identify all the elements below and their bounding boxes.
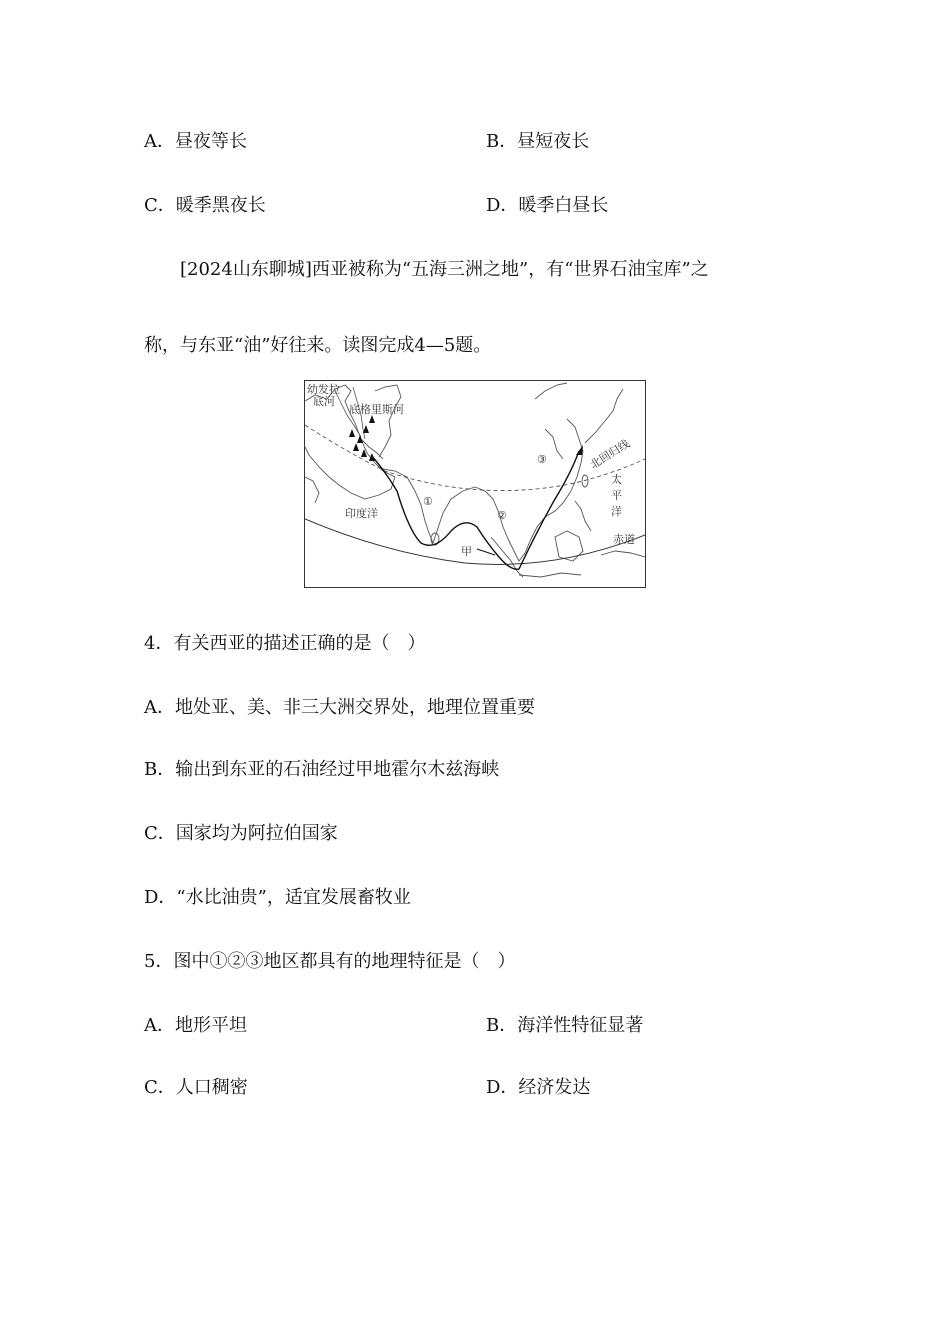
q3-option-b: B．昼短夜长 xyxy=(486,131,590,152)
route-arrowhead xyxy=(576,445,583,455)
euphrates-label: 幼发拉 xyxy=(307,383,340,396)
pacific-label-3: 洋 xyxy=(611,505,622,518)
equator-label: 赤道 xyxy=(613,533,635,546)
q3-option-c: C．暖季黑夜长 xyxy=(144,195,266,216)
q4-stem: 4．有关西亚的描述正确的是（ ） xyxy=(144,633,426,654)
region-3-label: ③ xyxy=(537,453,547,466)
jia-label: 甲 xyxy=(461,545,472,558)
pacific-label-2: 平 xyxy=(611,489,622,502)
region-2-label: ② xyxy=(497,509,507,522)
region-1-label: ① xyxy=(423,495,433,508)
oil-marker-icon xyxy=(349,429,355,437)
intro-line-1: [2024山东聊城]西亚被称为“五海三洲之地”，有“世界石油宝库”之 xyxy=(180,259,709,280)
q3-option-d: D．暖季白昼长 xyxy=(486,195,609,216)
q5-option-a: A．地形平坦 xyxy=(144,1015,247,1036)
q5-option-c: C．人口稠密 xyxy=(144,1077,248,1098)
tigris-label: 底格里斯河 xyxy=(349,403,404,416)
q3-option-a: A．昼夜等长 xyxy=(144,131,247,152)
q5-stem: 5．图中①②③地区都具有的地理特征是（ ） xyxy=(144,951,516,972)
q4-option-a: A．地处亚、美、非三大洲交界处，地理位置重要 xyxy=(144,697,535,718)
oil-marker-icon xyxy=(353,443,359,451)
map-svg xyxy=(305,381,645,587)
indian-ocean-label: 印度洋 xyxy=(345,507,378,520)
q4-option-c: C．国家均为阿拉伯国家 xyxy=(144,823,338,844)
tropic-label: 北回归线 xyxy=(587,437,632,472)
q4-option-d: D．“水比油贵”，适宜发展畜牧业 xyxy=(144,887,411,908)
q5-option-d: D．经济发达 xyxy=(486,1077,591,1098)
oil-marker-icon xyxy=(363,425,369,433)
euphrates-label-2: 底河 xyxy=(313,395,335,408)
oil-marker-icon xyxy=(369,415,375,423)
q5-option-b: B．海洋性特征显著 xyxy=(486,1015,644,1036)
q4-option-b: B．输出到东亚的石油经过甲地霍尔木兹海峡 xyxy=(144,759,500,780)
pacific-label-1: 太 xyxy=(611,473,622,486)
intro-line-2: 称，与东亚“油”好往来。读图完成4—5题。 xyxy=(144,335,492,356)
oil-marker-icon xyxy=(357,435,363,443)
oil-route-map xyxy=(304,380,646,588)
